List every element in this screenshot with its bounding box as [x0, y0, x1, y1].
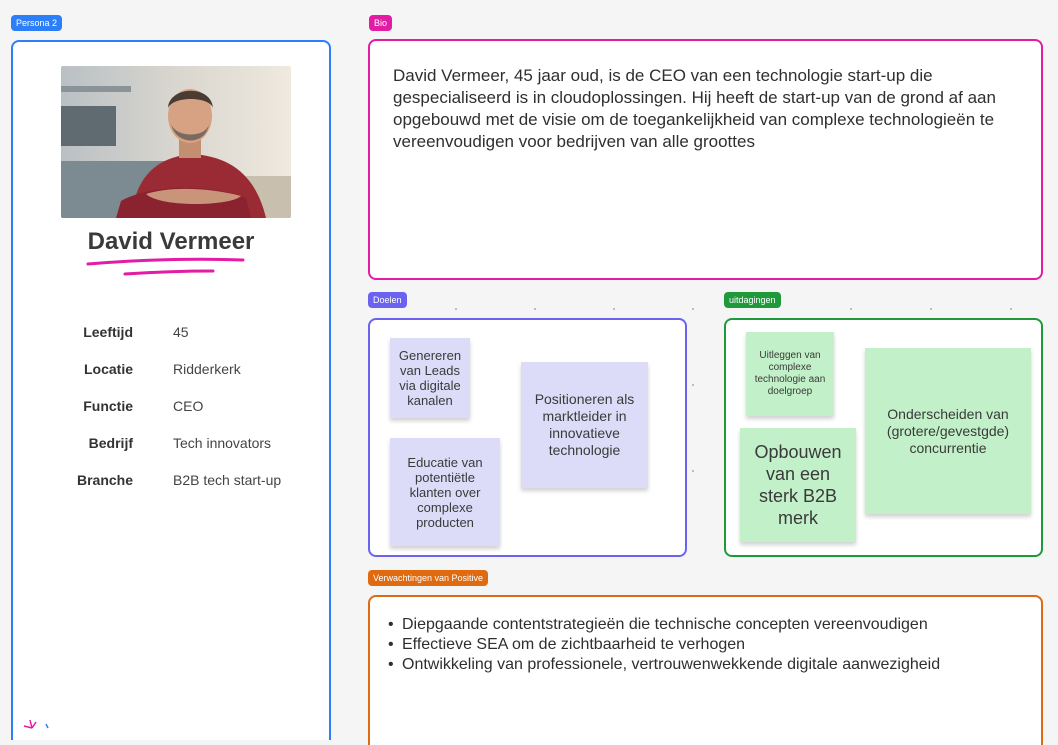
company-value: Tech innovators [173, 435, 272, 451]
goal-note[interactable]: Educatie van potentiëtle klanten over complexe producten [390, 438, 500, 546]
industry-label: Branche [76, 472, 133, 488]
challenges-tag[interactable]: uitdagingen [724, 292, 781, 308]
age-label: Leeftijd [83, 324, 133, 340]
company-label: Bedrijf [88, 435, 133, 451]
bio-tag[interactable]: Bio [369, 15, 392, 31]
list-item: • Effectieve SEA om de zichtbaarheid te verhogen [388, 635, 988, 655]
industry-value: B2B tech start-up [173, 472, 282, 488]
expectations-card[interactable] [368, 595, 1043, 745]
age-value: 45 [173, 324, 189, 340]
function-value: CEO [173, 398, 204, 414]
name-underline [85, 256, 255, 278]
challenges-card[interactable] [724, 318, 1043, 557]
persona-tag[interactable]: Persona 2 [11, 15, 62, 31]
list-item: • Diepgaande contentstrategieën die technische concepten vereenvoudigen [388, 615, 988, 635]
bio-card[interactable] [368, 39, 1043, 280]
goal-note[interactable]: Positioneren als marktleider in innovatieve technologie [521, 362, 648, 488]
bio-text: David Vermeer, 45 jaar oud, is de CEO van een technologie start-up die gespecialiseerd is in cloudoplossingen. Hij heeft de start-up van de grond af aan opgebouwd met de visie om de toegankelijkheid van complexe technologieën te vereenvoudigen voor bedrijven van alle groottes [393, 66, 996, 151]
expectations-list [388, 615, 988, 675]
expectations-tag[interactable]: Verwachtingen van Positive [368, 570, 488, 586]
function-label: Functie [83, 398, 133, 414]
location-value: Ridderkerk [173, 361, 241, 377]
challenge-note[interactable]: Opbouwen van een sterk B2B merk [740, 428, 856, 542]
goals-card[interactable] [368, 318, 687, 557]
goals-tag[interactable]: Doelen [368, 292, 407, 308]
persona-name: David Vermeer [87, 228, 255, 255]
sparkle-icon [22, 718, 52, 742]
list-item: • Ontwikkeling van professionele, vertrouwenwekkende digitale aanwezigheid [388, 655, 988, 675]
avatar [61, 66, 291, 218]
location-label: Locatie [83, 361, 133, 377]
challenge-note[interactable]: Onderscheiden van (grotere/gevestgde) concurrentie [865, 348, 1031, 514]
challenge-note[interactable]: Uitleggen van complexe technologie aan doelgroep [746, 332, 834, 416]
persona-card[interactable] [11, 40, 331, 740]
goal-note[interactable]: Genereren van Leads via digitale kanalen [390, 338, 470, 418]
